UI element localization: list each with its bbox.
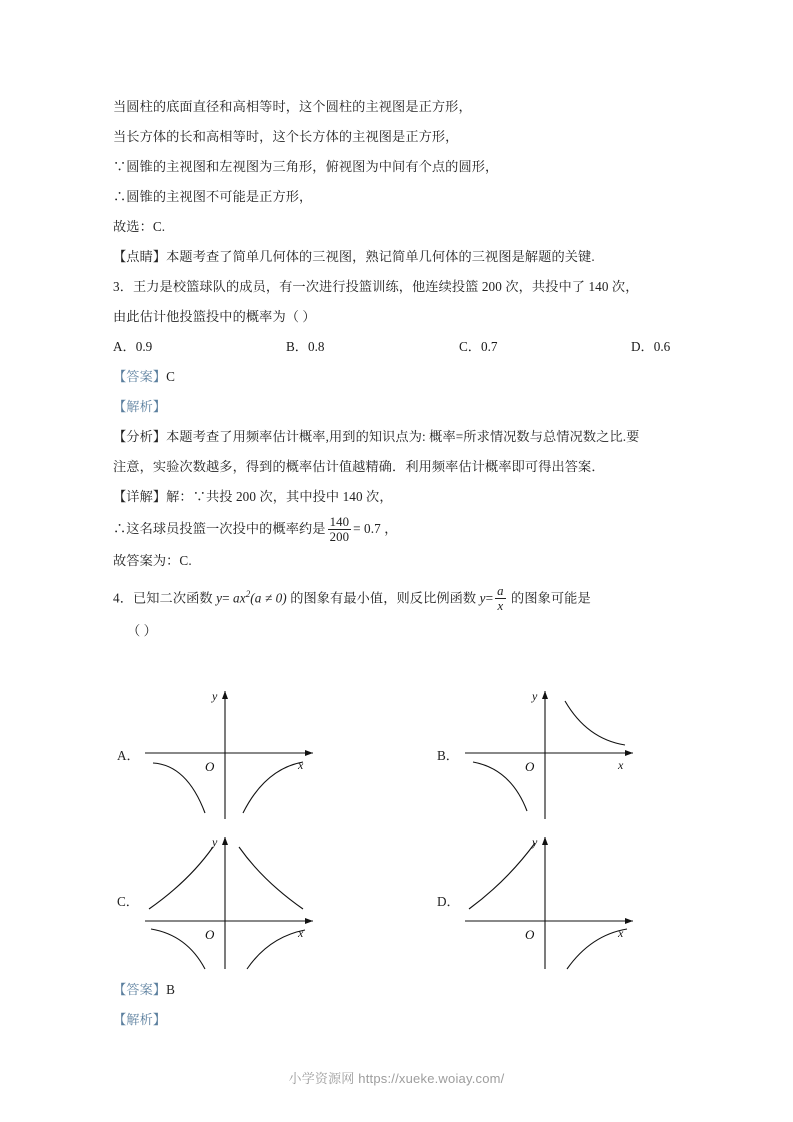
question3-fenxi-line2: 注意，实验次数越多，得到的概率估计值越精确．利用频率估计概率即可得出答案． <box>113 459 605 474</box>
x-axis-label-c: x <box>298 926 304 940</box>
conclusion-prefix: ∴这名球员投篮一次投中的概率约是 <box>113 521 326 536</box>
option-b-label: B． <box>286 339 308 354</box>
question3-options-row <box>113 332 685 362</box>
origin-label-c: O <box>205 927 215 942</box>
option-d-label: D． <box>631 339 654 354</box>
option-c-value: 0.7 <box>480 339 498 354</box>
graph-option-c[interactable] <box>113 829 399 975</box>
graph-option-a-label: A． <box>117 748 140 763</box>
option-c-label: C． <box>459 339 481 354</box>
quad-condition: (a ≠ 0) <box>250 590 287 606</box>
probability-fraction <box>328 515 352 545</box>
question3-answer-line <box>113 362 685 392</box>
y-axis-label-b: y <box>532 689 538 703</box>
question4-bracket-line: （ ） <box>127 623 157 639</box>
solution-line-2: 当长方体的长和高相等时，这个长方体的主视图是正方形， <box>113 129 459 144</box>
origin-label-d: O <box>525 927 535 942</box>
option-b-value: 0.8 <box>307 339 325 354</box>
hyperbola-graph-c-icon <box>135 829 325 975</box>
inverse-y: y <box>479 590 486 606</box>
question3-option-c[interactable] <box>459 332 631 362</box>
question4-answer-value: B <box>166 982 176 997</box>
question3-number: 3． <box>113 279 133 294</box>
solution-line-3: ∵圆锥的主视图和左视图为三角形，俯视图为中间有个点的圆形， <box>113 159 499 174</box>
solution-line-4: ∴圆锥的主视图不可能是正方形， <box>113 189 313 204</box>
solution-line-5: 故选：C. <box>113 219 166 234</box>
watermark: 小学资源网 https://xueke.woiay.com/ <box>288 1071 505 1086</box>
hyperbola-graph-d-icon <box>455 829 645 975</box>
inverse-denominator: x <box>497 599 504 614</box>
question4-stem-mid: 的图象有最小值，则反比例函数 <box>286 590 480 606</box>
conclusion-suffix: = 0.7 ， <box>353 521 398 536</box>
x-axis-label-d: x <box>618 926 624 940</box>
option-a-label: A． <box>113 339 136 354</box>
y-axis-label-d: y <box>532 835 538 849</box>
quad-variable-x: x <box>239 590 246 606</box>
y-axis-label-a: y <box>212 689 218 703</box>
question4-answer-block <box>113 975 685 1035</box>
question3-jiexi-tag: 【解析】 <box>113 399 167 414</box>
question3-stem-line2: 由此估计他投篮投中的概率为（ ） <box>113 309 316 324</box>
dianjing-line: 【点睛】本题考查了简单几何体的三视图，熟记简单几何体的三视图是解题的关键. <box>113 249 595 264</box>
quad-y: y <box>216 590 223 606</box>
fraction-denominator: 200 <box>329 529 350 544</box>
option-d-value: 0.6 <box>653 339 671 354</box>
question4-answer-tag: 【答案】 <box>113 982 167 997</box>
question3-conclusion-line <box>113 512 685 546</box>
inverse-numerator: a <box>497 584 504 599</box>
question3-option-a[interactable] <box>113 332 286 362</box>
question4-answer-line <box>113 975 685 1005</box>
document-content <box>113 92 685 646</box>
quad-exponent: 2 <box>245 589 251 599</box>
graph-option-d[interactable] <box>433 829 719 975</box>
graph-option-b-label: B． <box>437 748 459 763</box>
question4-stem-suffix: 的图象可能是 <box>507 590 591 606</box>
x-axis-label-a: x <box>298 758 304 772</box>
x-axis-label-b: x <box>618 758 624 772</box>
graph-option-c-label: C． <box>117 894 139 909</box>
inverse-equals: = <box>485 590 494 606</box>
origin-label-b: O <box>525 759 535 774</box>
inverse-fraction <box>495 584 506 614</box>
question3-option-d[interactable] <box>631 332 670 362</box>
graph-option-d-label: D． <box>437 894 460 909</box>
option-a-value: 0.9 <box>135 339 153 354</box>
solution-line-1: 当圆柱的底面直径和高相等时，这个圆柱的主视图是正方形， <box>113 99 472 114</box>
question3-stem-text1: 王力是校篮球队的成员，有一次进行投篮训练，他连续投篮 200 次，共投中了 140 次， <box>132 279 639 294</box>
quad-equals: = <box>222 590 234 606</box>
graph-option-b[interactable] <box>433 683 719 829</box>
question3-xiangjie-line: 【详解】解：∵共投 200 次，其中投中 140 次， <box>113 489 393 504</box>
fraction-numerator: 140 <box>329 514 350 529</box>
question3-option-b[interactable] <box>286 332 459 362</box>
hyperbola-graph-a-icon <box>135 683 325 829</box>
question4-stem-line <box>113 576 685 616</box>
question4-number: 4． <box>113 590 133 606</box>
question4-jiexi-tag: 【解析】 <box>113 1012 167 1027</box>
question4-graph-options <box>113 683 685 975</box>
question3-fenxi-line1: 【分析】本题考查了用频率估计概率,用到的知识点为: 概率=所求情况数与总情况数之比.要 <box>113 429 640 444</box>
question4-stem-prefix: 已知二次函数 <box>132 590 217 606</box>
graph-option-a[interactable] <box>113 683 399 829</box>
question3-stem-line1 <box>113 272 685 302</box>
answer-value: C <box>166 369 176 384</box>
y-axis-label-c: y <box>212 835 218 849</box>
quad-coefficient-a: a <box>233 590 240 606</box>
question3-final-line: 故答案为：C. <box>113 553 192 568</box>
hyperbola-graph-b-icon <box>455 683 645 829</box>
origin-label-a: O <box>205 759 215 774</box>
answer-tag: 【答案】 <box>113 369 167 384</box>
